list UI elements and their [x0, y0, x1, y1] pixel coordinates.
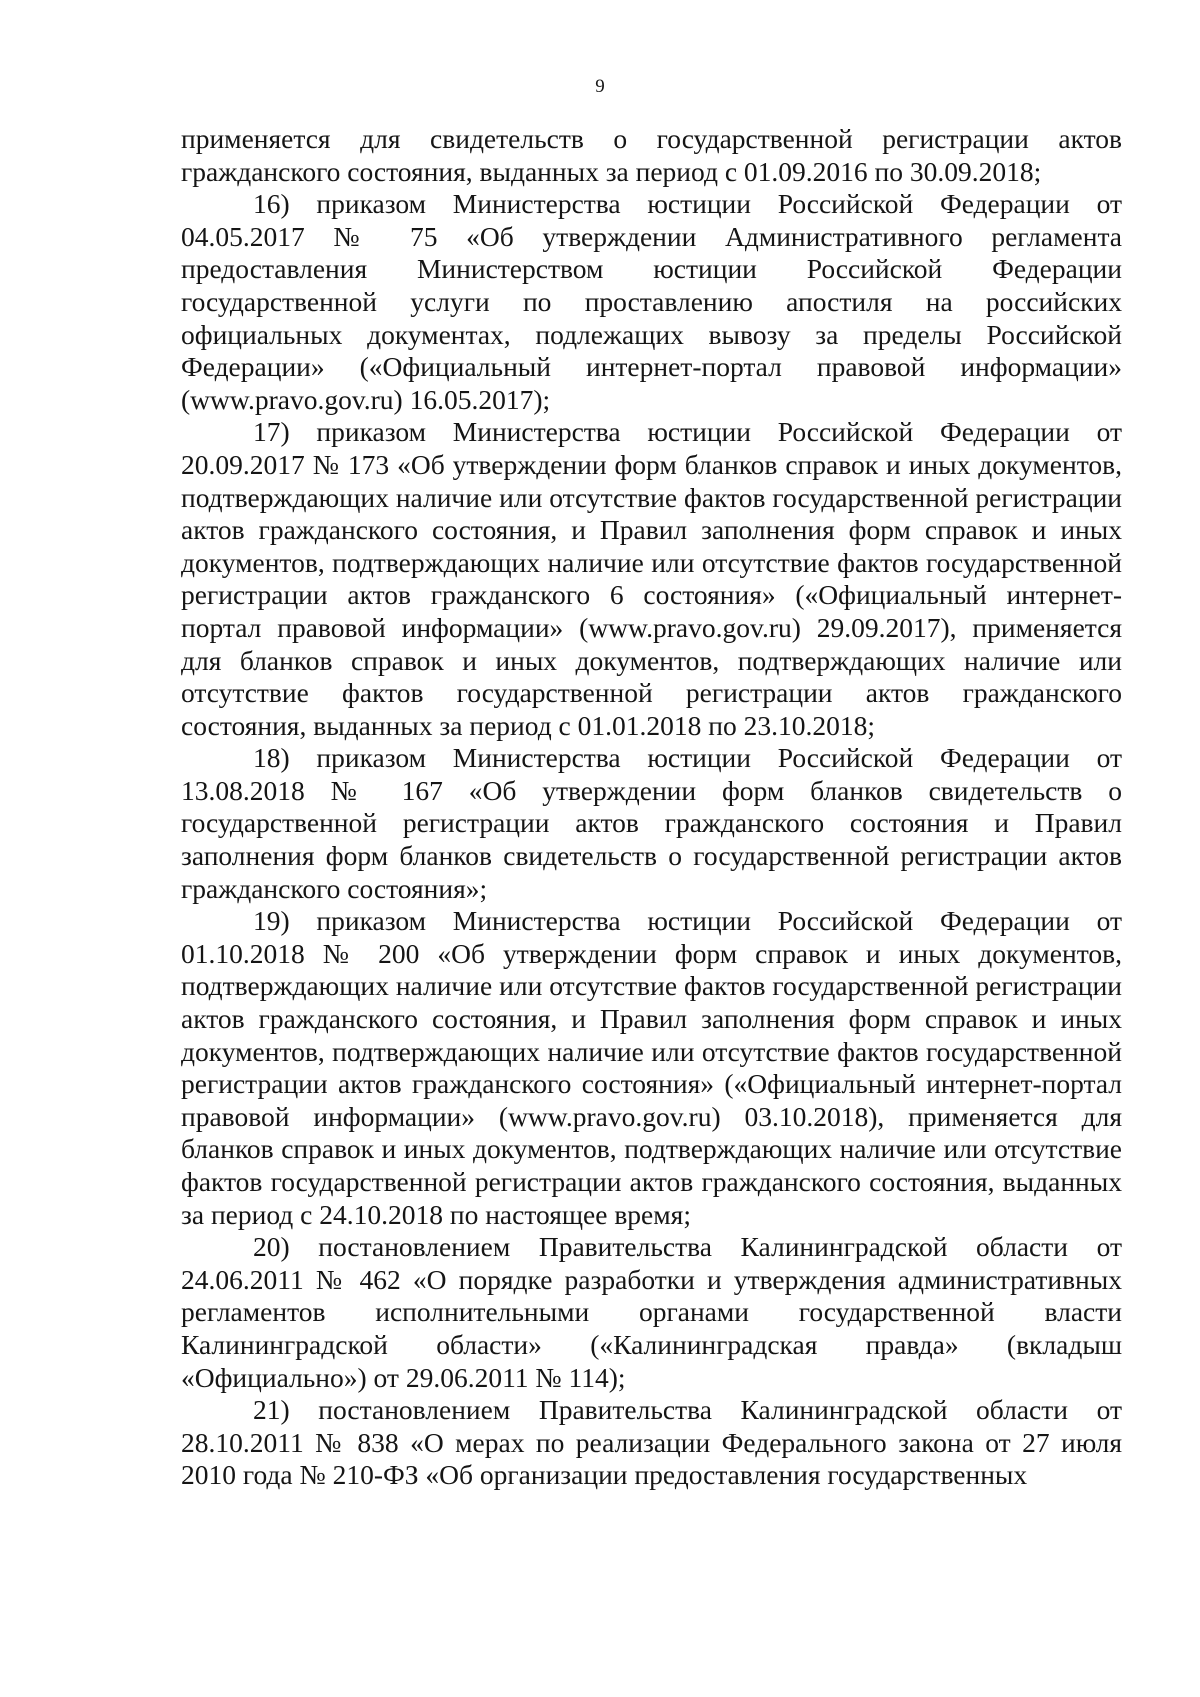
document-body	[181, 123, 1122, 1492]
list-item-18: 18) приказом Министерства юстиции Российской Федерации от 13.08.2018 № 167 «Об утверждении форм бланков свидетельств о государственной регистрации актов гражданского состояния и Правил заполнения форм бланков свидетельств о государственной регистрации актов гражданского состояния»;	[181, 742, 1122, 904]
list-item-17: 17) приказом Министерства юстиции Российской Федерации от 20.09.2017 № 173 «Об утверждении форм бланков справок и иных документов, подтверждающих наличие или отсутствие фактов государственной регистрации актов гражданского состояния, и Правил заполнения форм справок и иных документов, подтверждающих наличие или отсутствие фактов государственной регистрации актов гражданского 6 состояния» («Официальный интернет-портал правовой информации» (www.pravo.gov.ru) 29.09.2017), применяется для бланков справок и иных документов, подтверждающих наличие или отсутствие фактов государственной регистрации актов гражданского состояния, выданных за период с 01.01.2018 по 23.10.2018;	[181, 416, 1122, 741]
list-item-16: 16) приказом Министерства юстиции Российской Федерации от 04.05.2017 № 75 «Об утверждении Административного регламента предоставления Министерством юстиции Российской Федерации государственной услуги по проставлению апостиля на российских официальных документах, подлежащих вывозу за пределы Российской Федерации» («Официальный интернет-портал правовой информации» (www.pravo.gov.ru) 16.05.2017);	[181, 188, 1122, 415]
list-item-21: 21) постановлением Правительства Калининградской области от 28.10.2011 № 838 «О мерах по реализации Федерального закона от 27 июля 2010 года № 210-ФЗ «Об организации предоставления государственных	[181, 1394, 1122, 1491]
paragraph-continuation: применяется для свидетельств о государственной регистрации актов гражданского состояния, выданных за период с 01.09.2016 по 30.09.2018;	[181, 123, 1122, 187]
page-number: 9	[595, 76, 605, 97]
list-item-20: 20) постановлением Правительства Калининградской области от 24.06.2011 № 462 «О порядке разработки и утверждения административных регламентов исполнительными органами государственной власти Калининградской области» («Калининградская правда» (вкладыш «Официально») от 29.06.2011 № 114);	[181, 1231, 1122, 1393]
list-item-19: 19) приказом Министерства юстиции Российской Федерации от 01.10.2018 № 200 «Об утверждении форм справок и иных документов, подтверждающих наличие или отсутствие фактов государственной регистрации актов гражданского состояния, и Правил заполнения форм справок и иных документов, подтверждающих наличие или отсутствие фактов государственной регистрации актов гражданского состояния» («Официальный интернет-портал правовой информации» (www.pravo.gov.ru) 03.10.2018), применяется для бланков справок и иных документов, подтверждающих наличие или отсутствие фактов государственной регистрации актов гражданского состояния, выданных за период с 24.10.2018 по настоящее время;	[181, 905, 1122, 1230]
